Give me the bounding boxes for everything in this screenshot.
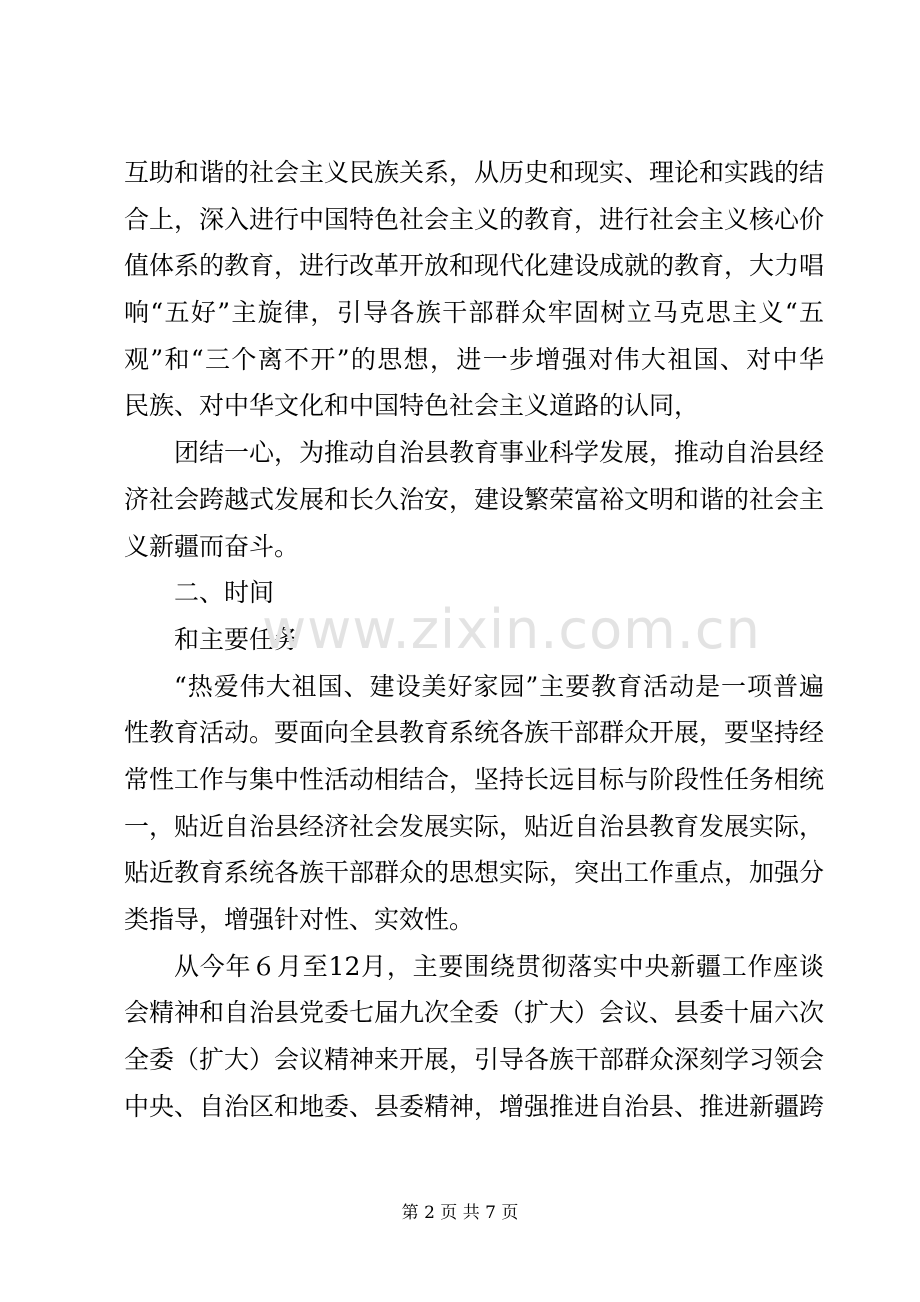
text-line: 值体系的教育，进行改革开放和现代化建设成就的教育，大力唱 (124, 251, 825, 281)
page-number-footer: 第 2 页 共 7 页 (401, 1203, 519, 1223)
text-line: 响“五好”主旋律，引导各族干部群众牢固树立马克思主义“五 (124, 298, 824, 328)
text-line: “热爱伟大祖国、建设美好家园”主要教育活动是一项普遍 (174, 671, 824, 701)
text-line: 济社会跨越式发展和长久治安，建设繁荣富裕文明和谐的社会主 (124, 484, 825, 514)
watermark: www.zixin.com.cn (262, 598, 761, 661)
text-line: 义新疆而奋斗。 (124, 531, 300, 561)
text-line: 中央、自治区和地委、县委精神，增强推进自治县、推进新疆跨 (124, 1091, 825, 1121)
text-line: 常性工作与集中性活动相结合，坚持长远目标与阶段性任务相统 (124, 764, 825, 794)
text-line: 类指导，增强针对性、实效性。 (124, 905, 475, 934)
text-line: 贴近教育系统各族干部群众的思想实际，突出工作重点，加强分 (124, 858, 825, 888)
document-body (124, 150, 824, 1130)
text-line: 合上，深入进行中国特色社会主义的教育，进行社会主义核心价 (124, 204, 825, 234)
text-line: 互助和谐的社会主义民族关系，从历史和现实、理论和实践的结 (124, 158, 825, 187)
text-line: 民族、对中华文化和中国特色社会主义道路的认同， (124, 391, 700, 421)
text-line: 从今年６月至12月，主要围绕贯彻落实中央新疆工作座谈 (174, 951, 824, 981)
section-heading: 二、时间 (174, 578, 275, 608)
text-line: 会精神和自治县党委七届九次全委（扩大）会议、县委十届六次 (124, 998, 825, 1028)
text-line: 性教育活动。要面向全县教育系统各族干部群众开展，要坚持经 (124, 718, 825, 748)
text-line: 观”和“三个离不开”的思想，进一步增强对伟大祖国、对中华 (124, 344, 824, 374)
text-line: 团结一心，为推动自治县教育事业科学发展，推动自治县经 (174, 438, 825, 468)
section-heading-continued: 和主要任务 (174, 624, 300, 654)
text-line: 全委（扩大）会议精神来开展，引导各族干部群众深刻学习领会 (124, 1045, 825, 1075)
text-line: 一，贴近自治县经济社会发展实际，贴近自治县教育发展实际， (124, 811, 825, 841)
